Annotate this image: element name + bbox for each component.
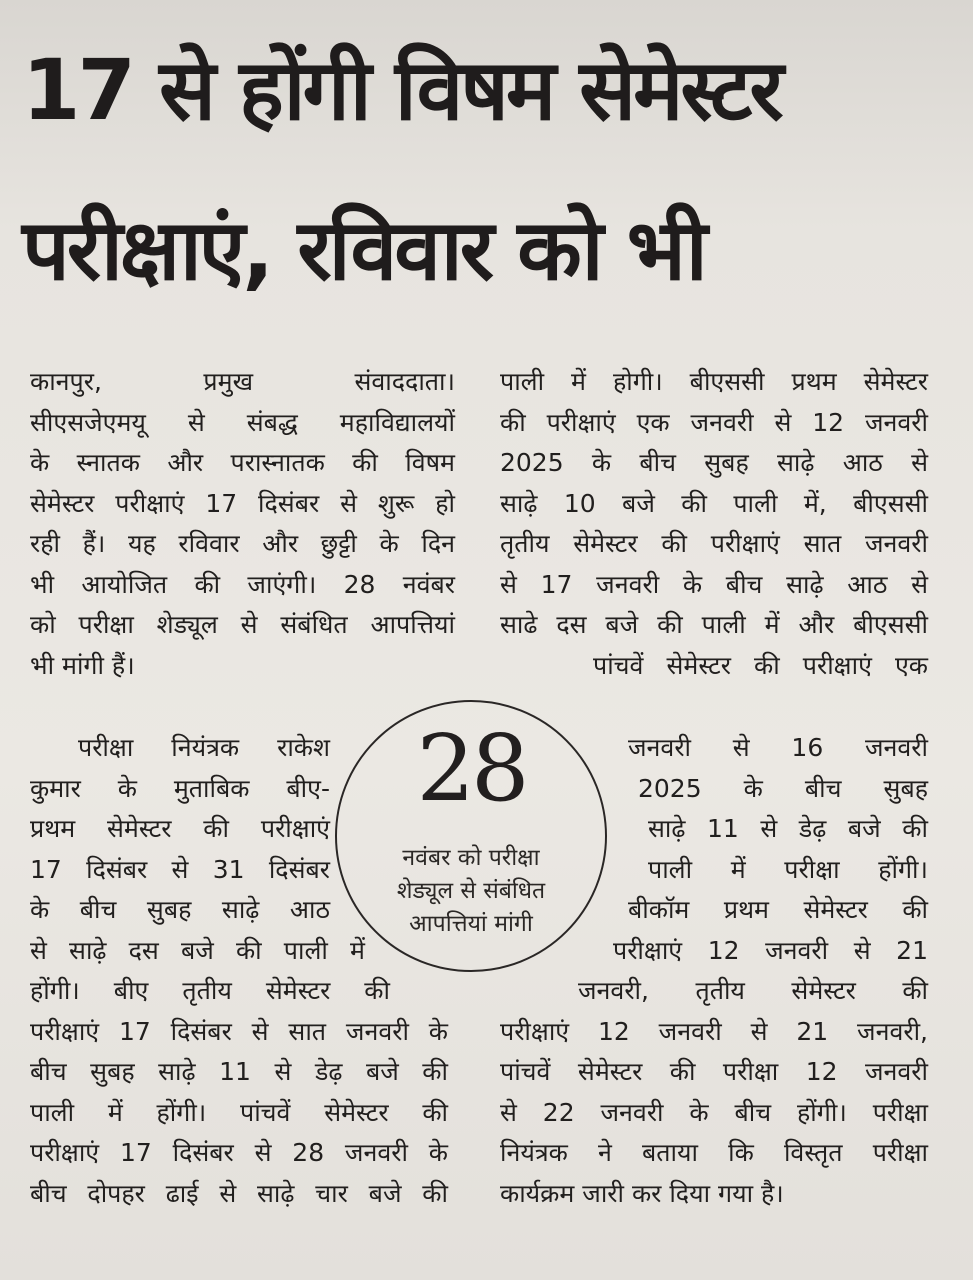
callout-caption-line: नवंबर को परीक्षा	[402, 845, 540, 871]
text-line: साढे दस बजे की पाली में और बीएससी	[500, 610, 928, 639]
text-line: पाली में होगी। बीएससी प्रथम सेमेस्टर	[500, 367, 928, 396]
callout-number: 28	[416, 715, 526, 822]
text-line: को परीक्षा शेड्यूल से संबंधित आपत्तियां	[30, 610, 455, 639]
text-line: के स्नातक और परास्नातक की विषम	[30, 448, 455, 477]
text-line: से 22 जनवरी के बीच होंगी। परीक्षा	[500, 1097, 928, 1127]
text-line: 2025 के बीच सुबह साढ़े आठ से	[500, 448, 928, 477]
text-line: 2025 के बीच सुबह	[638, 773, 928, 803]
text-line: परीक्षाएं 17 दिसंबर से 28 जनवरी के	[30, 1138, 448, 1167]
callout-caption	[357, 842, 585, 941]
text-line: भी आयोजित की जाएंगी। 28 नवंबर	[30, 569, 455, 599]
headline-line-1: 17 से होंगी विषम सेमेस्टर	[22, 41, 781, 139]
text-line: के बीच सुबह साढ़े आठ	[30, 895, 330, 924]
headline-line-2: परीक्षाएं, रविवार को भी	[22, 201, 705, 299]
text-line: सेमेस्टर परीक्षाएं 17 दिसंबर से शुरू हो	[30, 488, 455, 518]
text-line: पाली में होंगी। पांचवें सेमेस्टर की	[30, 1097, 448, 1127]
text-line: पांचवें सेमेस्टर की परीक्षा 12 जनवरी	[500, 1057, 928, 1086]
text-line: सीएसजेएमयू से संबद्ध महाविद्यालयों	[30, 407, 455, 437]
text-line: रही हैं। यह रविवार और छुट्टी के दिन	[30, 529, 455, 558]
text-line: कुमार के मुताबिक बीए-	[30, 773, 330, 803]
text-line: से साढ़े दस बजे की पाली में	[30, 935, 365, 965]
pull-quote-circle	[335, 700, 607, 972]
text-line: की परीक्षाएं एक जनवरी से 12 जनवरी	[500, 407, 928, 437]
text-line: कार्यक्रम जारी कर दिया गया है।	[500, 1178, 784, 1208]
text-line: परीक्षाएं 12 जनवरी से 21 जनवरी,	[500, 1016, 928, 1046]
left-column-intro	[30, 362, 455, 686]
text-line: नियंत्रक ने बताया कि विस्तृत परीक्षा	[500, 1138, 928, 1167]
text-line: पांचवें सेमेस्टर की परीक्षाएं एक	[593, 650, 928, 680]
text-line: कानपुर, प्रमुख संवाददाता।	[30, 367, 455, 396]
text-line: साढ़े 10 बजे की पाली में, बीएससी	[500, 488, 928, 518]
callout-caption-line: शेड्यूल से संबंधित	[396, 878, 546, 904]
text-line: जनवरी, तृतीय सेमेस्टर की	[578, 976, 928, 1005]
text-line: साढ़े 11 से डेढ़ बजे की	[648, 814, 928, 843]
text-line: पाली में परीक्षा होंगी।	[648, 854, 928, 884]
text-line: तृतीय सेमेस्टर की परीक्षाएं सात जनवरी	[500, 529, 928, 558]
text-line: परीक्षाएं 17 दिसंबर से सात जनवरी के	[30, 1016, 448, 1046]
text-line: प्रथम सेमेस्टर की परीक्षाएं	[30, 814, 330, 843]
text-line: परीक्षाएं 12 जनवरी से 21	[613, 935, 928, 965]
text-line: होंगी। बीए तृतीय सेमेस्टर की	[30, 976, 390, 1005]
right-column-top	[500, 362, 928, 686]
text-line: भी मांगी हैं।	[30, 650, 135, 680]
text-line: जनवरी से 16 जनवरी	[628, 733, 928, 762]
text-line: परीक्षा नियंत्रक राकेश	[78, 733, 330, 762]
text-line: 17 दिसंबर से 31 दिसंबर	[30, 854, 330, 884]
callout-caption-line: आपत्तियां मांगी	[409, 911, 533, 937]
text-line: बीकॉम प्रथम सेमेस्टर की	[628, 895, 928, 924]
text-line: से 17 जनवरी के बीच साढ़े आठ से	[500, 569, 928, 599]
text-line: बीच दोपहर ढाई से साढ़े चार बजे की	[30, 1178, 448, 1208]
text-line: बीच सुबह साढ़े 11 से डेढ़ बजे की	[30, 1057, 448, 1086]
